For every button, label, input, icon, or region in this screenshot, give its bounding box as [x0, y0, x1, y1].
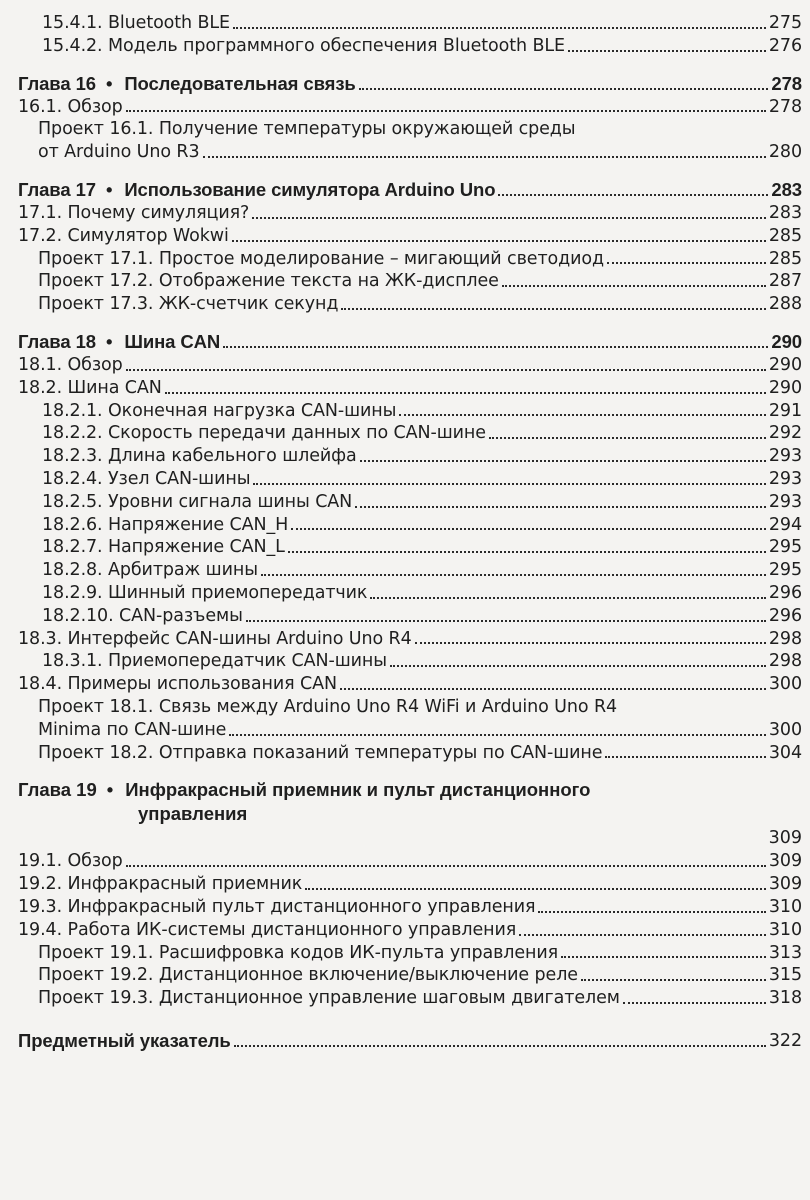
- chapter-title: Инфракрасный приемник и пульт дистанционного: [125, 779, 591, 801]
- project-title-continuation: [38, 141, 802, 164]
- toc-section[interactable]: [18, 850, 802, 873]
- toc-subsection[interactable]: [18, 422, 802, 445]
- toc-project[interactable]: [18, 742, 802, 765]
- entry-title: 18.1. Обзор: [18, 354, 123, 375]
- entry-title: 18.3.1. Приемопередатчик CAN-шины: [42, 651, 387, 672]
- chapter-heading: [18, 72, 356, 96]
- dot-leader: [253, 483, 765, 485]
- toc-section[interactable]: [18, 354, 802, 377]
- entry-title: 17.2. Симулятор Wokwi: [18, 225, 229, 246]
- page-row: [18, 826, 802, 850]
- toc-subsection[interactable]: [18, 468, 802, 491]
- entry-title: 18.2.8. Арбитраж шины: [42, 560, 258, 581]
- toc-project[interactable]: [18, 118, 802, 164]
- dot-leader: [126, 865, 766, 867]
- entry-title: Проект 17.2. Отображение текста на ЖК-дисплее: [38, 271, 499, 292]
- page-number: 315: [768, 965, 802, 986]
- chapter-heading: [18, 178, 495, 202]
- dot-leader: [291, 528, 766, 530]
- page-number: 318: [768, 988, 802, 1009]
- entry-title: Проект 17.1. Простое моделирование – мигающий светодиод: [38, 248, 605, 269]
- page-number: 290: [771, 330, 802, 352]
- entry-title: Проект 18.2. Отправка показаний температуры по CAN-шине: [38, 742, 603, 763]
- toc-subsection[interactable]: [18, 400, 802, 423]
- page-number: 300: [768, 719, 802, 740]
- dot-leader: [581, 979, 766, 981]
- toc-chapter[interactable]: [18, 178, 802, 202]
- entry-title: 19.4. Работа ИК-системы дистанционного управления: [18, 919, 517, 940]
- dot-leader: [399, 414, 766, 416]
- page-number: 280: [768, 142, 802, 163]
- project-title-line2: Minima по CAN-шине: [38, 719, 227, 740]
- page-number: 294: [768, 514, 802, 535]
- toc-section[interactable]: [18, 96, 802, 119]
- dot-leader: [305, 888, 766, 890]
- chapter-number: Глава 16: [18, 72, 96, 94]
- dot-leader: [340, 688, 766, 690]
- toc-project[interactable]: [18, 987, 802, 1010]
- dot-leader: [288, 551, 766, 553]
- bullet-separator: •: [105, 72, 113, 94]
- entry-title: 15.4.1. Bluetooth BLE: [42, 13, 231, 33]
- entry-title: 19.1. Обзор: [18, 851, 123, 872]
- toc-section[interactable]: [18, 896, 802, 919]
- page-number: 291: [768, 400, 802, 421]
- toc-project[interactable]: [18, 248, 802, 271]
- dot-leader: [623, 1002, 766, 1004]
- page-number: 285: [768, 248, 802, 269]
- dot-leader: [370, 597, 765, 599]
- toc-subsection[interactable]: [18, 445, 802, 468]
- toc-section[interactable]: [18, 628, 802, 651]
- dot-leader: [229, 734, 766, 736]
- dot-leader: [605, 756, 765, 758]
- dot-leader: [415, 642, 766, 644]
- toc-chapter[interactable]: [18, 330, 802, 354]
- page-number: 313: [768, 942, 802, 963]
- toc-subsection[interactable]: [18, 582, 802, 605]
- toc-subsection[interactable]: [18, 491, 802, 514]
- toc-subsection[interactable]: [18, 35, 802, 58]
- toc-section[interactable]: [18, 202, 802, 225]
- page-number: 292: [768, 423, 802, 444]
- toc-index[interactable]: [18, 1030, 802, 1053]
- toc-subsection[interactable]: [18, 12, 802, 35]
- dot-leader: [341, 308, 766, 310]
- chapter-number: Глава 19: [18, 779, 97, 801]
- toc-chapter[interactable]: [18, 72, 802, 96]
- toc-section[interactable]: [18, 377, 802, 400]
- bullet-separator: •: [106, 779, 114, 801]
- entry-title: 18.4. Примеры использования CAN: [18, 674, 337, 695]
- dot-leader: [165, 392, 766, 394]
- table-of-contents: [18, 12, 802, 1053]
- page-number: 298: [768, 628, 802, 649]
- dot-leader: [234, 1045, 766, 1047]
- page-number: 304: [768, 742, 802, 763]
- dot-leader: [561, 956, 766, 958]
- page-number: 287: [768, 271, 802, 292]
- page-number: 278: [771, 72, 802, 94]
- page-number: 293: [768, 468, 802, 489]
- toc-section[interactable]: [18, 919, 802, 942]
- dot-leader: [390, 665, 766, 667]
- entry-title: Проект 19.3. Дистанционное управление шаговым двигателем: [38, 988, 620, 1009]
- project-title-line1: Проект 16.1. Получение температуры окружающей среды: [38, 119, 576, 140]
- index-title: Предметный указатель: [18, 1029, 231, 1051]
- dot-leader: [498, 194, 768, 196]
- dot-leader: [261, 574, 766, 576]
- entry-title: 18.2.9. Шинный приемопередатчик: [42, 582, 368, 603]
- entry-title: 18.2.1. Оконечная нагрузка CAN-шины: [42, 400, 397, 421]
- entry-title: 18.2.7. Напряжение CAN_L: [42, 537, 285, 558]
- toc-project[interactable]: [18, 942, 802, 965]
- dot-leader: [489, 437, 766, 439]
- dot-leader: [359, 88, 769, 90]
- chapter-title: Шина CAN: [124, 330, 221, 352]
- page-number: 293: [768, 446, 802, 467]
- entry-title: 18.2. Шина CAN: [18, 377, 162, 398]
- page-number: 298: [768, 651, 802, 672]
- dot-leader: [538, 911, 765, 913]
- entry-title: 19.3. Инфракрасный пульт дистанционного управления: [18, 896, 536, 917]
- page-number: 278: [768, 96, 802, 117]
- page-number: 295: [768, 560, 802, 581]
- bullet-separator: •: [105, 178, 113, 200]
- page-number: 310: [768, 896, 802, 917]
- page-number: 296: [768, 582, 802, 603]
- page-number: 322: [768, 1030, 802, 1051]
- chapter-title-line2: управления: [138, 803, 248, 825]
- entry-title: 18.2.5. Уровни сигнала шины CAN: [42, 491, 353, 512]
- toc-chapter[interactable]: [18, 778, 802, 850]
- dot-leader: [252, 217, 766, 219]
- entry-title: Проект 19.2. Дистанционное включение/выключение реле: [38, 965, 578, 986]
- dot-leader: [203, 156, 766, 158]
- dot-leader: [233, 27, 766, 29]
- bullet-separator: •: [105, 330, 113, 352]
- dot-leader: [607, 262, 766, 264]
- dot-leader: [126, 110, 766, 112]
- toc-subsection[interactable]: [18, 536, 802, 559]
- project-title-line1: Проект 18.1. Связь между Arduino Uno R4 WiFi и Arduino Uno R4: [38, 696, 618, 717]
- page-number: 300: [768, 674, 802, 695]
- dot-leader: [519, 934, 766, 936]
- chapter-number: Глава 18: [18, 330, 96, 352]
- entry-title: 19.2. Инфракрасный приемник: [18, 874, 303, 895]
- dot-leader: [360, 460, 766, 462]
- toc-project[interactable]: [18, 696, 802, 742]
- page-number: 290: [768, 377, 802, 398]
- dot-leader: [568, 50, 766, 52]
- project-title-line2: от Arduino Uno R3: [38, 142, 200, 163]
- entry-title: Проект 19.1. Расшифровка кодов ИК-пульта управления: [38, 942, 559, 963]
- page-number: 293: [768, 491, 802, 512]
- toc-project[interactable]: [18, 270, 802, 293]
- toc-section[interactable]: [18, 873, 802, 896]
- chapter-title-continuation: [18, 802, 802, 826]
- entry-title: 18.3. Интерфейс CAN-шины Arduino Uno R4: [18, 628, 412, 649]
- entry-title: 15.4.2. Модель программного обеспечения Bluetooth BLE: [42, 35, 565, 56]
- entry-title: 18.2.4. Узел CAN-шины: [42, 468, 251, 489]
- entry-title: 18.2.2. Скорость передачи данных по CAN-шине: [42, 423, 486, 444]
- toc-subsection[interactable]: [18, 650, 802, 673]
- page-number: 290: [768, 354, 802, 375]
- toc-section[interactable]: [18, 225, 802, 248]
- chapter-heading: [18, 778, 802, 802]
- chapter-title: Последовательная связь: [124, 72, 356, 94]
- page-number: 310: [768, 919, 802, 940]
- dot-leader: [355, 506, 766, 508]
- page-number: 296: [768, 605, 802, 626]
- chapter-title: Использование симулятора Arduino Uno: [124, 178, 496, 200]
- page-number: 309: [768, 828, 802, 849]
- toc-project[interactable]: [18, 964, 802, 987]
- page-number: 285: [768, 225, 802, 246]
- dot-leader: [126, 369, 766, 371]
- toc-subsection[interactable]: [18, 559, 802, 582]
- project-title-continuation: [38, 719, 802, 742]
- page-number: 283: [768, 202, 802, 223]
- entry-title: 16.1. Обзор: [18, 96, 123, 117]
- entry-title: 18.2.6. Напряжение CAN_H: [42, 514, 289, 535]
- entry-title: 18.2.10. CAN-разъемы: [42, 605, 243, 626]
- page-number: 288: [768, 294, 802, 315]
- toc-section[interactable]: [18, 673, 802, 696]
- page-number: 309: [768, 874, 802, 895]
- page-number: 295: [768, 537, 802, 558]
- dot-leader: [502, 285, 766, 287]
- chapter-heading: [18, 330, 220, 354]
- toc-project[interactable]: [18, 293, 802, 316]
- toc-subsection[interactable]: [18, 605, 802, 628]
- page-number: 276: [768, 35, 802, 56]
- page-number: 309: [768, 851, 802, 872]
- dot-leader: [223, 346, 768, 348]
- entry-title: Проект 17.3. ЖК-счетчик секунд: [38, 294, 339, 315]
- entry-title: 18.2.3. Длина кабельного шлейфа: [42, 446, 357, 467]
- dot-leader: [246, 620, 766, 622]
- dot-leader: [232, 240, 766, 242]
- chapter-number: Глава 17: [18, 178, 96, 200]
- entry-title: 17.1. Почему симуляция?: [18, 202, 250, 223]
- page-number: 275: [768, 13, 802, 33]
- toc-subsection[interactable]: [18, 514, 802, 537]
- page-number: 283: [771, 178, 802, 200]
